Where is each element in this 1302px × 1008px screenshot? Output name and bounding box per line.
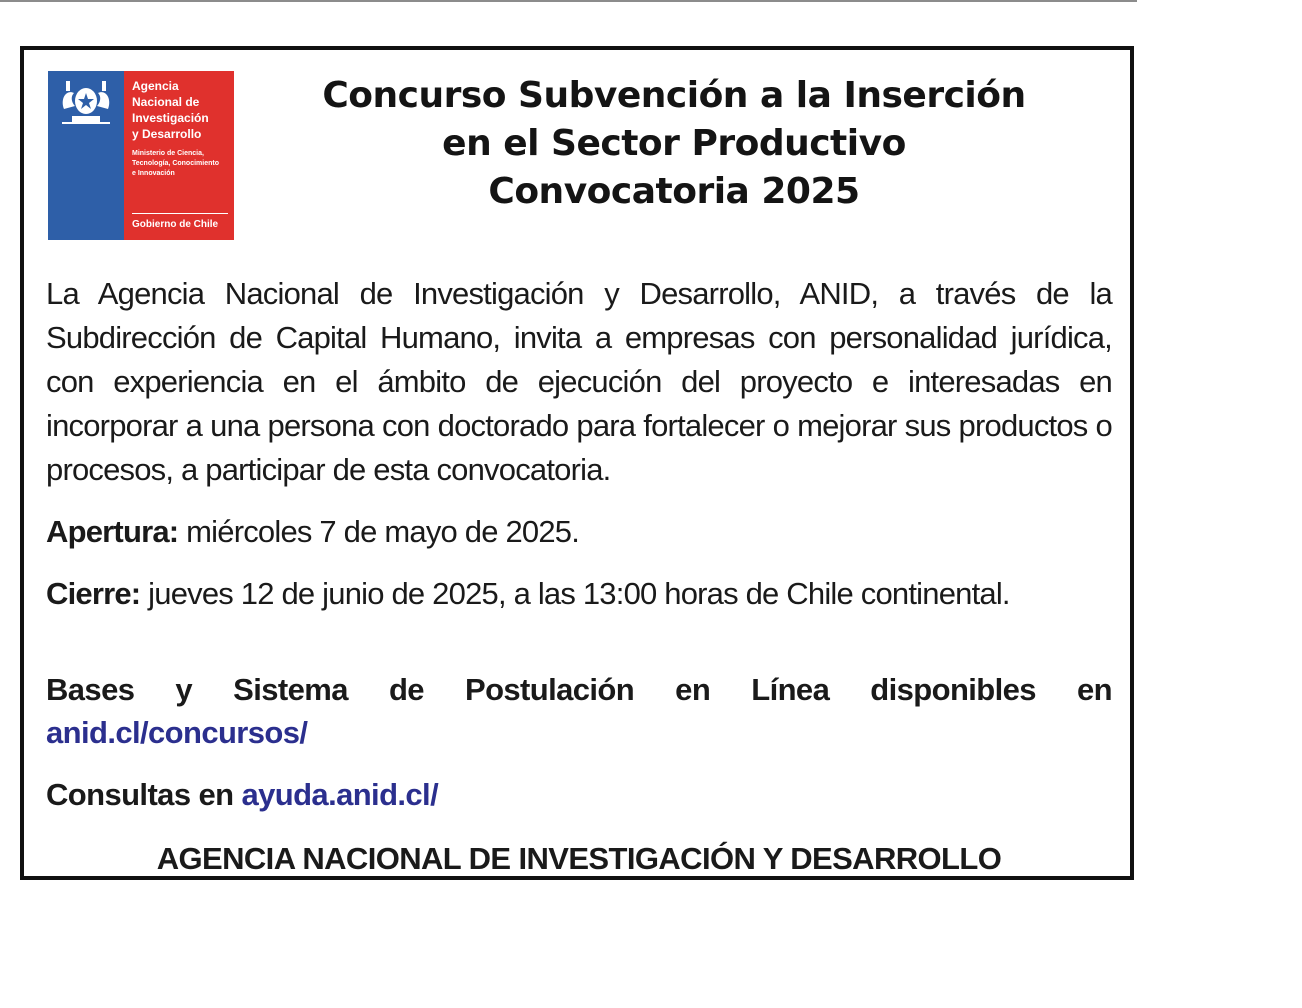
top-rule <box>0 0 1137 2</box>
logo-name-line: Investigación <box>132 111 209 125</box>
logo-name-line: y Desarrollo <box>132 127 202 141</box>
cierre-label: Cierre: <box>46 576 141 611</box>
bases-text: Bases y Sistema de Postulación en Línea disponibles en <box>46 672 1112 707</box>
notice-title <box>274 72 1074 216</box>
consultas-link[interactable]: ayuda.anid.cl/ <box>241 777 439 812</box>
logo-ministry-line: Ministerio de Ciencia, <box>132 150 204 157</box>
consultas-label: Consultas en <box>46 777 234 812</box>
apertura-label: Apertura: <box>46 514 179 549</box>
logo-agency-name <box>132 78 232 142</box>
apertura-value: miércoles 7 de mayo de 2025. <box>186 514 580 549</box>
title-line-2: en el Sector Productivo <box>442 123 906 164</box>
coat-of-arms-icon <box>58 79 114 127</box>
logo-blue-panel <box>48 71 124 240</box>
logo-ministry <box>132 149 232 179</box>
footer-agency-name: AGENCIA NACIONAL DE INVESTIGACIÓN Y DESARROLLO <box>156 841 1002 876</box>
logo-divider <box>132 213 228 214</box>
cierre-line <box>46 574 1010 614</box>
title-line-3: Convocatoria 2025 <box>488 171 860 212</box>
logo-name-line: Nacional de <box>132 95 200 109</box>
logo-ministry-line: e Innovación <box>132 170 175 177</box>
logo-name-line: Agencia <box>132 79 179 93</box>
cierre-value: jueves 12 de junio de 2025, a las 13:00 horas de Chile continental. <box>148 576 1010 611</box>
title-line-1: Concurso Subvención a la Inserción <box>322 75 1026 116</box>
logo-ministry-line: Tecnología, Conocimiento <box>132 160 219 167</box>
notice-frame <box>20 46 1134 880</box>
notice-body <box>46 272 1112 876</box>
intro-paragraph: La Agencia Nacional de Investigación y Desarrollo, ANID, a través de la Subdirección de Capital Humano, invita a empresas con personalidad jurídica, con experiencia en el ámbito de ejecución del proyecto e interesadas en incorporar a una persona con doctorado para fortalecer o mejorar sus productos o procesos, a participar de esta convocatoria. <box>46 276 1112 487</box>
bases-link[interactable]: anid.cl/concursos/ <box>46 715 308 750</box>
logo-government: Gobierno de Chile <box>132 219 219 230</box>
consultas-line <box>46 775 438 815</box>
apertura-line <box>46 512 579 552</box>
anid-logo <box>48 71 234 240</box>
